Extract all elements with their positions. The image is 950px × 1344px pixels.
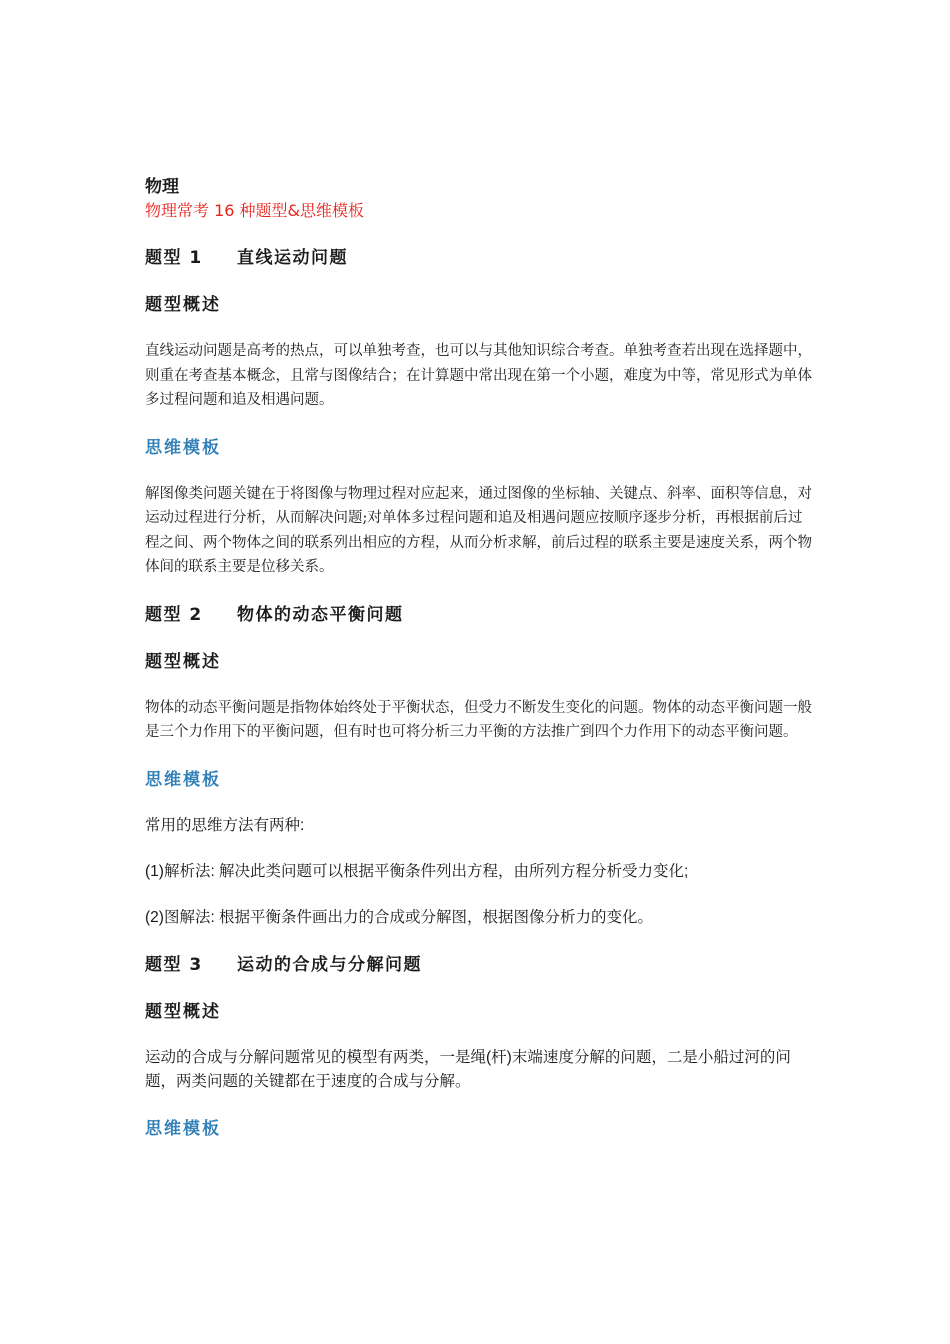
section-1-title: 直线运动问题 bbox=[237, 248, 348, 268]
section-3-overview-heading: 题型概述 bbox=[145, 1001, 221, 1022]
section-3-template-heading: 思维模板 bbox=[145, 1118, 221, 1139]
section-1-overview-text: 直线运动问题是高考的热点，可以单独考查，也可以与其他知识综合考查。单独考查若出现在选择题中，则重在考查基本概念，且常与图像结合；在计算题中常出现在第一个小题，难度为中等，常见形式为单体多过程问题和追及相遇问题。 bbox=[145, 343, 812, 408]
section-2-overview-heading: 题型概述 bbox=[145, 651, 221, 672]
section-2-overview-text: 物体的动态平衡问题是指物体始终处于平衡状态，但受力不断发生变化的问题。物体的动态平衡问题一般是三个力作用下的平衡问题，但有时也可将分析三力平衡的方法推广到四个力作用下的动态平衡问题。 bbox=[145, 699, 812, 740]
section-2-heading bbox=[145, 603, 815, 627]
section-2-template-heading: 思维模板 bbox=[145, 769, 221, 790]
section-1-heading bbox=[145, 246, 815, 270]
section-1-overview-heading: 题型概述 bbox=[145, 295, 221, 315]
section-2-template-item-2: (2)图解法: 根据平衡条件画出力的合成或分解图，根据图像分析力的变化。 bbox=[145, 908, 654, 926]
section-1-template-heading: 思维模板 bbox=[145, 437, 221, 458]
document-title: 物理常考 16 种题型&思维模板 bbox=[145, 201, 365, 220]
document-page bbox=[145, 176, 815, 1141]
section-3-title: 运动的合成与分解问题 bbox=[237, 954, 422, 975]
section-3-number: 题型 3 bbox=[145, 954, 203, 975]
section-2-title: 物体的动态平衡问题 bbox=[237, 604, 404, 625]
section-2-template-intro: 常用的思维方法有两种: bbox=[145, 816, 305, 834]
section-1-number: 题型 1 bbox=[145, 248, 203, 268]
section-1-template-text: 解图像类问题关键在于将图像与物理过程对应起来，通过图像的坐标轴、关键点、斜率、面积等信息，对运动过程进行分析，从而解决问题;对单体多过程问题和追及相遇问题应按顺序逐步分析，再根据前后过程之间、两个物体之间的联系列出相应的方程，从而分析求解，前后过程的联系主要是速度关系，两个物体间的联系主要是位移关系。 bbox=[145, 485, 812, 575]
section-3-heading bbox=[145, 953, 815, 977]
section-2-number: 题型 2 bbox=[145, 604, 203, 625]
section-3-overview-text: 运动的合成与分解问题常见的模型有两类，一是绳(杆)末端速度分解的问题，二是小船过河的问题，两类问题的关键都在于速度的合成与分解。 bbox=[145, 1048, 791, 1090]
document-subject: 物理 bbox=[145, 177, 179, 197]
section-2-template-item-1: (1)解析法: 解决此类问题可以根据平衡条件列出方程，由所列方程分析受力变化; bbox=[145, 862, 689, 880]
